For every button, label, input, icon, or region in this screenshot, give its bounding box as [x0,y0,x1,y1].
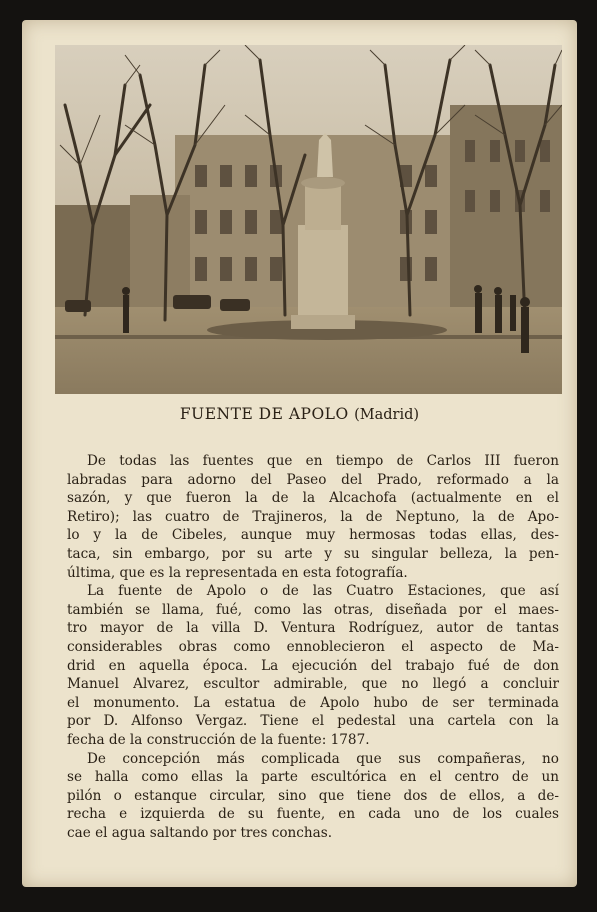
text-line: fecha de la construcción de la fuente: 1787. [67,731,370,748]
caption [22,405,577,423]
text-line: pilón o estanque circular, sino que tiene dos de ellos, a de- [67,787,559,804]
text-line: Retiro); las cuatro de Trajineros, la de Neptuno, la de Apo- [67,508,559,525]
caption-place: (Madrid) [354,407,420,423]
text-line: De concepción más complicada que sus compañeras, no [87,750,559,767]
text-line: lo y la de Cibeles, aunque muy hermosas todas ellas, des- [67,527,559,544]
text-line: tro mayor de la villa D. Ventura Rodríguez, autor de tantas [67,620,559,637]
text-line: Manuel Alvarez, escultor admirable, que no llegó a concluir [67,676,559,693]
text-line: se halla como ellas la parte escultórica en el centro de un [67,769,559,786]
text-line: labradas para adorno del Paseo del Prado, reformado a la [67,471,559,488]
caption-title: FUENTE DE APOLO [179,405,349,423]
postcard [22,20,577,887]
text-line: De todas las fuentes que en tiempo de Carlos III fueron [87,453,559,469]
text-line: cae el agua saltando por tres conchas. [67,824,333,841]
text-line: también se llama, fué, como las otras, diseñada por el maes- [67,601,559,618]
text-line: última, que es la representada en esta fotografía. [67,564,408,581]
text-line: taca, sin embargo, por su arte y su singular belleza, la pen- [67,545,559,562]
description-text [67,452,559,842]
text-line: drid en aquella época. La ejecución del trabajo fué de don [67,657,559,674]
fountain-photo [55,45,562,394]
text-line: por D. Alfonso Vergaz. Tiene el pedestal una cartela con la [67,713,559,730]
text-line: recha e izquierda de su fuente, en cada uno de los cuales [67,806,559,823]
text-line: considerables obras como ennoblecieron el aspecto de Ma- [67,638,559,655]
text-line: el monumento. La estatua de Apolo hubo de ser terminada [67,694,559,711]
text-line: La fuente de Apolo o de las Cuatro Estaciones, que así [87,583,559,600]
text-line: sazón, y que fueron la de la Alcachofa (actualmente en el [67,490,559,507]
